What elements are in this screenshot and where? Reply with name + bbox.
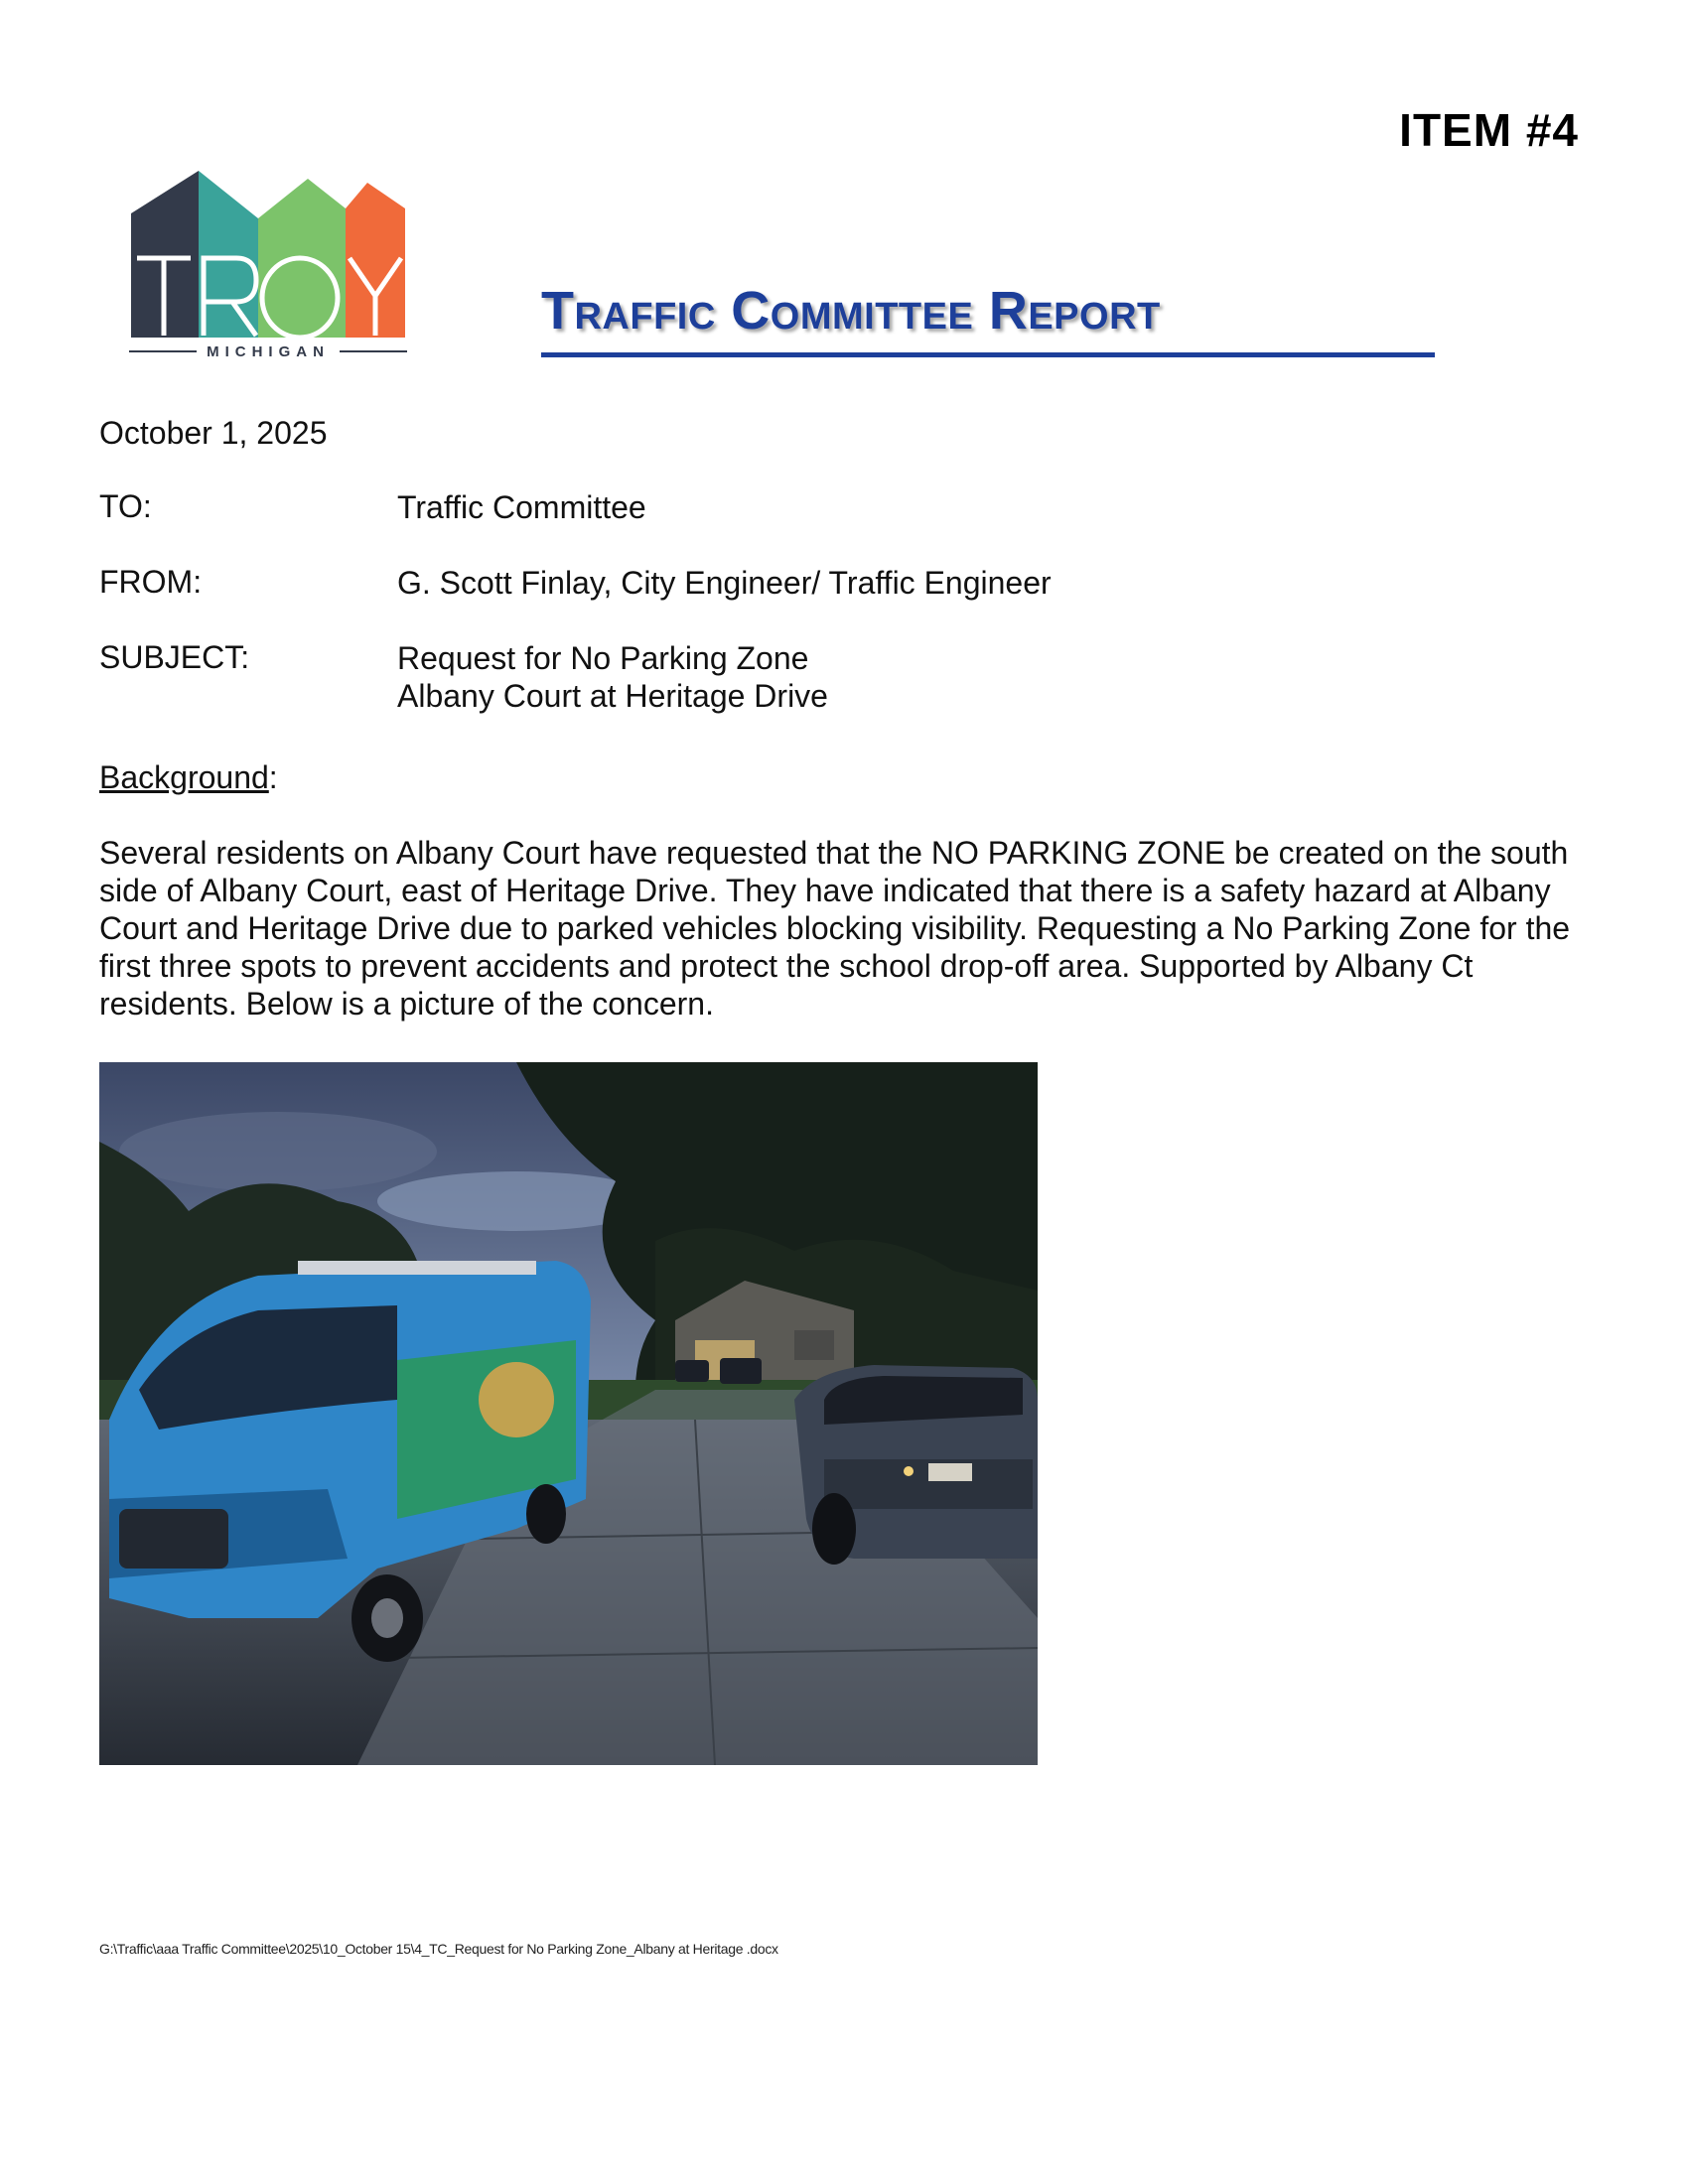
memo-to-value: Traffic Committee: [397, 489, 646, 525]
report-title: Traffic Committee Report: [541, 281, 1161, 341]
concern-photo: [99, 1062, 1038, 1765]
memo-subject-label: SUBJECT:: [99, 639, 250, 675]
memo-from-label: FROM:: [99, 564, 203, 600]
logo-rule-left: [129, 350, 197, 352]
item-number: ITEM #4: [1399, 104, 1579, 156]
background-heading-text: Background: [99, 759, 269, 795]
background-paragraph: Several residents on Albany Court have requested that the NO PARKING ZONE be created on the south side of Albany Court, east of Heritage Drive. They have indicated that there is a safety hazard at Albany Court and Heritage Drive due to parked vehicles blocking visibility. Requesting a No Parking Zone for the first three spots to prevent accidents and protect the school drop-off area. Supported by Albany Ct residents. Below is a picture of the concern.: [99, 835, 1571, 1022]
title-underline: [541, 352, 1435, 357]
memo-to-row: [99, 488, 646, 526]
memo-from-value: G. Scott Finlay, City Engineer/ Traffic Engineer: [397, 565, 1052, 601]
logo-subtitle-text: MICHIGAN: [207, 342, 330, 360]
memo-subject-row: [99, 639, 828, 715]
memo-date: October 1, 2025: [99, 415, 328, 451]
memo-subject-line1: Request for No Parking Zone: [397, 640, 809, 676]
memo-to-label: TO:: [99, 488, 152, 524]
logo-subtitle: [129, 340, 407, 363]
memo-subject-value: [397, 639, 828, 715]
troy-michigan-logo: [129, 169, 407, 367]
background-heading-colon: :: [268, 759, 278, 795]
logo-rule-right: [340, 350, 407, 352]
memo-subject-line2: Albany Court at Heritage Drive: [397, 678, 828, 714]
footer-file-path: G:\Traffic\aaa Traffic Committee\2025\10_October 15\4_TC_Request for No Parking Zone_Albany at Heritage .docx: [99, 1941, 778, 1957]
memo-from-row: [99, 564, 1052, 602]
background-heading: [99, 759, 278, 796]
